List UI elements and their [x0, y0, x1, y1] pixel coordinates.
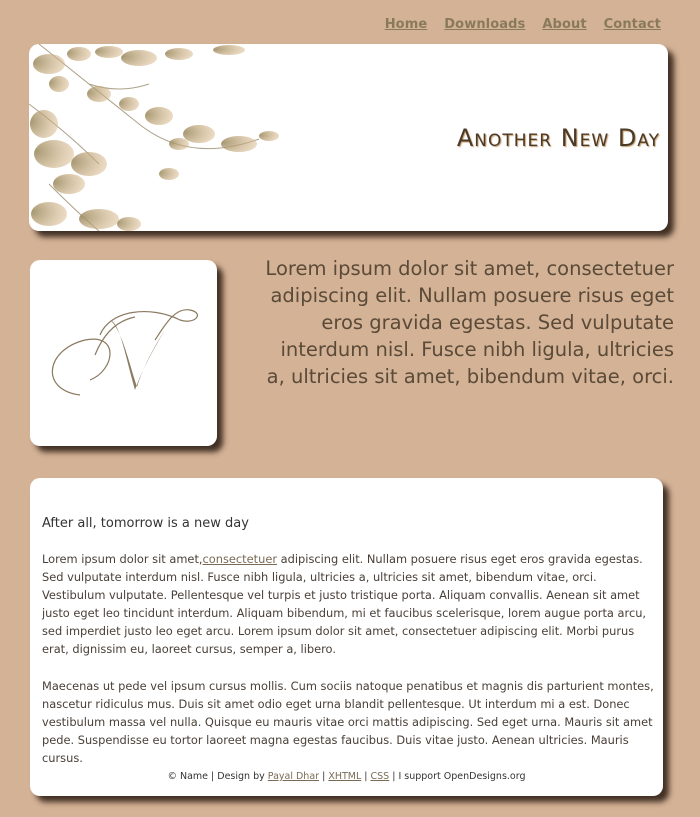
separator: | — [319, 771, 329, 782]
xhtml-link[interactable]: XHTML — [328, 771, 362, 782]
top-nav — [385, 17, 661, 32]
content-heading: After all, tomorrow is a new day — [42, 516, 249, 531]
paragraph-text: adipiscing elit. Nullam posuere risus eget eros gravida egestas. Sed vulputate interdum nisl. Fusce nibh ligula, ultricies a, ultricies sit amet, bibendum vitae, orci. Vestibulum vulputate. Pellentesque vel turpis et justo tristique porta. Aliquam convallis. Aenean sit amet justo eget leo tincidunt interdum. Aliquam bibendum, mi et faucibus scelerisque, lorem augue porta arcu, sed imperdiet justo leo eget arcu. Lorem ipsum dolor sit amet, consectetuer adipiscing elit. Morbi purus erat, dignissim eu, laoreet cursus, semper a, libero. — [42, 552, 647, 656]
nav-contact-link[interactable]: Contact — [603, 17, 661, 32]
paragraph-text: Lorem ipsum dolor sit amet, — [42, 552, 203, 566]
footer — [30, 771, 663, 782]
copyright-text: © Name | Design by — [167, 771, 268, 782]
header-banner — [29, 44, 668, 231]
nav-about-link[interactable]: About — [542, 17, 587, 32]
content-paragraph-1 — [42, 550, 660, 658]
content-box — [30, 478, 663, 796]
script-n-monogram-icon — [40, 295, 210, 415]
separator: | — [361, 771, 371, 782]
css-link[interactable]: CSS — [370, 771, 390, 782]
intro-text: Lorem ipsum dolor sit amet, consectetuer adipiscing elit. Nullam posuere risus eget eros gravida egestas. Sed vulputate interdum nisl. Fusce nibh ligula, ultricies a, ultricies sit amet, bibendum vitae, orci. — [265, 257, 674, 388]
site-title: Another New Day — [456, 124, 660, 152]
designer-link[interactable]: Payal Dhar — [267, 771, 320, 782]
nav-downloads-link[interactable]: Downloads — [444, 17, 526, 32]
content-paragraph-2: Maecenas ut pede vel ipsum cursus mollis. Cum sociis natoque penatibus et magnis dis parturient montes, nascetur ridiculus mus. Duis sit amet odio eget urna blandit pellentesque. Ut interdum mi a est. Donec vestibulum massa vel nulla. Quisque eu mauris vitae orci mattis adipiscing. Sed eget urna. Mauris sit amet pede. Suspendisse eu tortor laoreet magna egestas faucibus. Duis vitae justo. Aenean ultricies. Mauris cursus. — [42, 679, 654, 765]
consectetuer-link[interactable]: consectetuer — [202, 552, 278, 566]
nav-home-link[interactable]: Home — [384, 17, 428, 32]
tree-leaves-icon — [29, 44, 289, 231]
logo-box — [30, 260, 217, 446]
support-text: | I support OpenDesigns.org — [389, 771, 526, 782]
